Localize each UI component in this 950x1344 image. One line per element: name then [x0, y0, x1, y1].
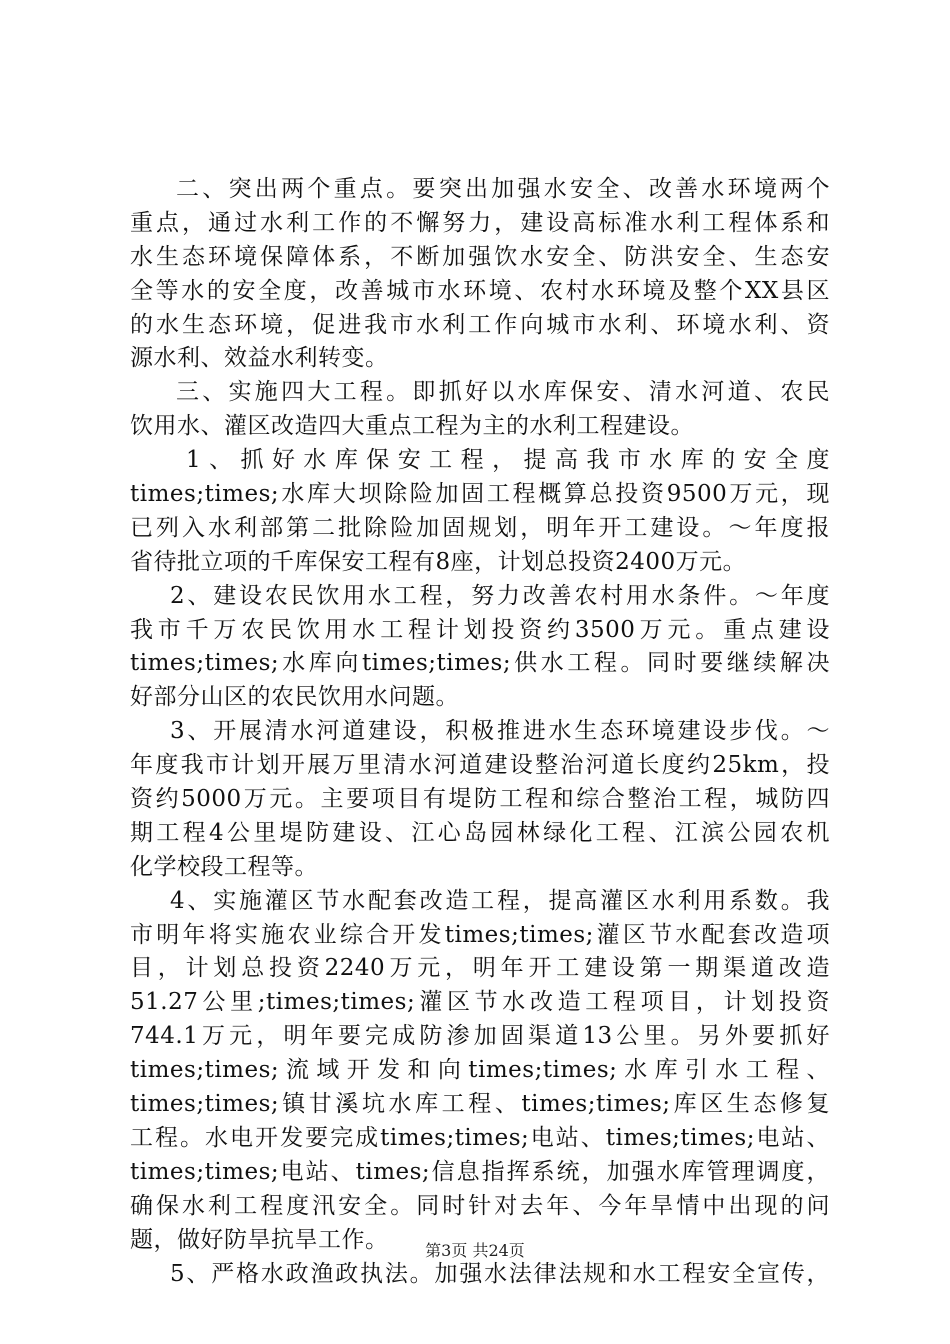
paragraph-line: 期工程4公里堤防建设、江心岛园林绿化工程、江滨公园农机	[130, 819, 830, 846]
paragraph-line: 三、实施四大工程。即抓好以水库保安、清水河道、农民	[176, 379, 830, 406]
paragraph-line: 确保水利工程度汛安全。同时针对去年、今年旱情中出现的问	[130, 1192, 830, 1219]
paragraph-line: 资约5000万元。主要项目有堤防工程和综合整治工程，城防四	[130, 786, 830, 813]
paragraph-line: 重点，通过水利工作的不懈努力，建设高标准水利工程体系和	[130, 209, 830, 236]
paragraph-line: 好部分山区的农民饮用水问题。	[130, 684, 459, 711]
paragraph-line: 年度我市计划开展万里清水河道建设整治河道长度约25km，投	[130, 752, 830, 779]
paragraph-line: times;times;电站、times;信息指挥系统，加强水库管理调度，	[130, 1158, 830, 1185]
paragraph-line: 二、突出两个重点。要突出加强水安全、改善水环境两个	[176, 176, 830, 202]
paragraph-line: times;times;水库大坝除险加固工程概算总投资9500万元，现	[130, 481, 830, 508]
paragraph-line: 1、抓好水库保安工程，提高我市水库的安全度	[186, 447, 830, 474]
paragraph-line: 51.27公里;times;times;灌区节水改造工程项目，计划投资	[130, 989, 830, 1016]
paragraph-line: times;times;流域开发和向times;times;水库引水工程、	[130, 1057, 830, 1084]
paragraph-line: 源水利、效益水利转变。	[130, 345, 389, 372]
paragraph-line: 744.1万元，明年要完成防渗加固渠道13公里。另外要抓好	[130, 1023, 830, 1050]
paragraph-line: 已列入水利部第二批除险加固规划，明年开工建设。～年度报	[130, 514, 830, 541]
paragraph-line: 市明年将实施农业综合开发times;times;灌区节水配套改造项	[130, 921, 830, 948]
paragraph-line: 题，做好防旱抗旱工作。	[130, 1226, 389, 1253]
paragraph-line: 2、建设农民饮用水工程，努力改善农村用水条件。～年度	[170, 582, 830, 609]
paragraph-line: 工程。水电开发要完成times;times;电站、times;times;电站、	[130, 1124, 830, 1151]
paragraph-line: 化学校段工程等。	[130, 853, 318, 880]
paragraph-line: 4、实施灌区节水配套改造工程，提高灌区水利用系数。我	[170, 887, 830, 914]
document-body	[130, 173, 830, 1291]
paragraph-line: 水生态环境保障体系，不断加强饮水安全、防洪安全、生态安	[130, 243, 830, 270]
paragraph-line: times;times;镇甘溪坑水库工程、times;times;库区生态修复	[130, 1091, 830, 1118]
paragraph-line: 饮用水、灌区改造四大重点工程为主的水利工程建设。	[130, 413, 694, 440]
paragraph-line: 我市千万农民饮用水工程计划投资约3500万元。重点建设	[130, 616, 830, 643]
paragraph-line: 的水生态环境，促进我市水利工作向城市水利、环境水利、资	[130, 311, 830, 338]
paragraph-line: 全等水的安全度，改善城市水环境、农村水环境及整个XX县区	[130, 277, 830, 304]
paragraph-line: 省待批立项的千库保安工程有8座，计划总投资2400万元。	[130, 548, 747, 575]
page-number-footer: 第3页 共24页	[425, 1241, 525, 1260]
paragraph-line: 3、开展清水河道建设，积极推进水生态环境建设步伐。～	[170, 718, 830, 745]
paragraph-line: 目，计划总投资2240万元，明年开工建设第一期渠道改造	[130, 955, 830, 982]
paragraph-line: times;times;水库向times;times;供水工程。同时要继续解决	[130, 650, 830, 677]
paragraph-line: 5、严格水政渔政执法。加强水法律法规和水工程安全宣传，	[170, 1260, 830, 1287]
